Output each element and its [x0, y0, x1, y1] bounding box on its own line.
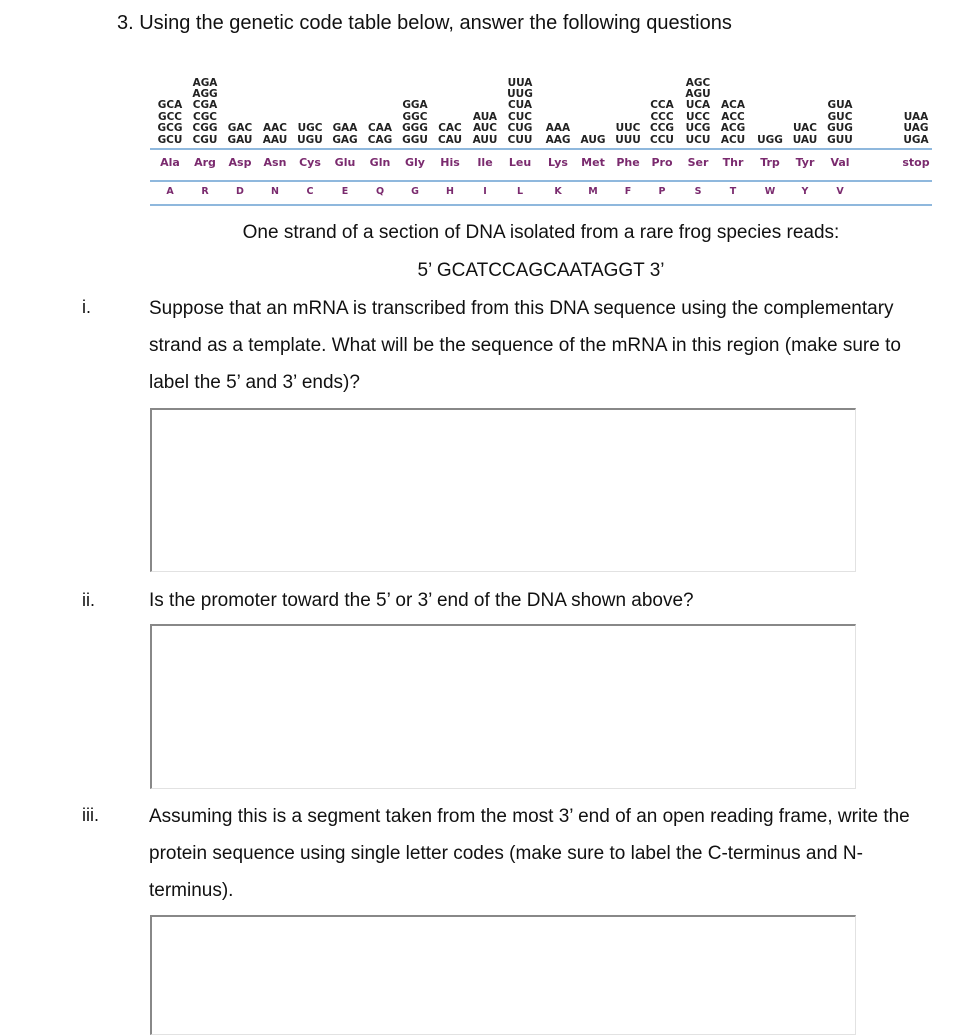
codon-column-stop [895, 112, 937, 146]
amino-acid-name-leu: Leu [508, 156, 532, 169]
amino-acid-name-gly: Gly [405, 156, 425, 169]
codon: GGU [402, 133, 428, 146]
amino-acid-name-thr: Thr [722, 156, 744, 169]
codon: CUG [507, 122, 533, 135]
amino-acid-name-pro: Pro [651, 156, 673, 169]
codon: GCG [157, 122, 183, 135]
part-iii-answer-box[interactable] [150, 915, 856, 1035]
codon: ACA [721, 99, 745, 112]
amino-acid-letter-q: Q [375, 186, 385, 197]
codon: CUU [507, 133, 533, 146]
part-ii-answer-box[interactable] [150, 624, 856, 789]
codon: CCG [649, 122, 675, 135]
codon: AGA [192, 76, 218, 89]
codon: GGG [402, 122, 428, 135]
codon: GAG [332, 133, 358, 146]
part-iii-question: Assuming this is a segment taken from the most 3’ end of an open reading frame, write the protein sequence using single letter codes (make sure to label the C-terminus and N-terminus). [149, 806, 910, 901]
codon: AGC [685, 76, 711, 89]
codon: GCU [157, 133, 183, 146]
codon: UUU [615, 133, 641, 146]
amino-acid-letter-t: T [729, 186, 737, 197]
codon: CGC [192, 110, 218, 123]
codon: AAA [545, 122, 571, 135]
amino-acid-name-asn: Asn [263, 156, 287, 169]
intro-text: One strand of a section of DNA isolated from a rare frog species reads: [242, 222, 840, 243]
codon: UGU [297, 133, 323, 146]
codon-column-thr [712, 100, 754, 146]
codon: AUU [472, 133, 498, 146]
codon: ACG [720, 122, 746, 135]
part-iii-numeral: iii. [82, 805, 99, 825]
amino-acid-name-ala: Ala [160, 156, 180, 169]
amino-acid-name-ser: Ser [687, 156, 709, 169]
codon: UAA [903, 110, 929, 123]
amino-acid-name-lys: Lys [548, 156, 568, 169]
amino-acid-name-trp: Trp [760, 156, 780, 169]
codon: GCC [157, 110, 183, 123]
codon: AAU [262, 133, 288, 146]
amino-acid-letter-i: I [483, 186, 487, 197]
codon: UUG [507, 87, 533, 100]
part-i-numeral: i. [82, 297, 91, 317]
codon: CAG [367, 133, 393, 146]
codon: GUA [827, 99, 853, 112]
part-i-question: Suppose that an mRNA is transcribed from this DNA sequence using the complementary strand as a template. What will be the sequence of the mRNA in this region (make sure to label the 5’ and 3’ ends)? [149, 298, 901, 393]
codon: GGC [402, 110, 428, 123]
codon: UAU [792, 133, 818, 146]
part-ii-question: Is the promoter toward the 5’ or 3’ end of the DNA shown above? [149, 590, 694, 611]
codon: UUC [615, 122, 641, 135]
codon: GAA [332, 122, 358, 135]
codon: AUC [472, 122, 498, 135]
amino-acid-letter-p: P [658, 186, 666, 197]
amino-acid-letter-r: R [201, 186, 209, 197]
codon: ACU [720, 133, 746, 146]
codon: CGG [192, 122, 218, 135]
codon: CAA [368, 122, 392, 135]
codon: UCA [685, 99, 711, 112]
codon: AUA [472, 110, 498, 123]
amino-acid-letter-g: G [411, 186, 419, 197]
amino-acid-letter-f: F [624, 186, 632, 197]
amino-acid-name-tyr: Tyr [795, 156, 815, 169]
amino-acid-name-met: Met [581, 156, 605, 169]
amino-acid-letter-v: V [836, 186, 844, 197]
amino-acid-letter-m: M [588, 186, 598, 197]
amino-acid-letter-e: E [341, 186, 349, 197]
codon: ACC [721, 110, 745, 123]
amino-acid-name-glu: Glu [334, 156, 356, 169]
amino-acid-name-his: His [440, 156, 460, 169]
codon: CGA [192, 99, 218, 112]
amino-acid-name-phe: Phe [616, 156, 640, 169]
amino-acid-name-val: Val [830, 156, 850, 169]
codon: CCA [650, 99, 674, 112]
amino-acid-letter-a: A [166, 186, 174, 197]
codon: CUC [508, 110, 532, 123]
codon: GUG [827, 122, 853, 135]
codon: AUG [580, 133, 606, 146]
amino-acid-letter-d: D [236, 186, 244, 197]
codon: AGU [685, 87, 711, 100]
codon: UCG [685, 122, 711, 135]
amino-acid-name-ile: Ile [477, 156, 493, 169]
codon: GCA [157, 99, 183, 112]
amino-acid-letter-l: L [516, 186, 524, 197]
amino-acid-name-asp: Asp [228, 156, 252, 169]
question-title: 3. Using the genetic code table below, answer the following questions [117, 12, 732, 34]
codon: CCU [650, 133, 674, 146]
codon: CGU [192, 133, 218, 146]
part-i-answer-box[interactable] [150, 408, 856, 572]
codon: AGG [192, 87, 218, 100]
genetic-code-table [150, 58, 932, 208]
amino-acid-name-arg: Arg [194, 156, 216, 169]
amino-acid-letter-k: K [554, 186, 562, 197]
codon-column-leu [499, 78, 541, 146]
codon: UGG [757, 133, 783, 146]
codon: GUU [827, 133, 853, 146]
codon: CAU [437, 133, 463, 146]
amino-acid-letter-n: N [271, 186, 279, 197]
codon: UCU [685, 133, 711, 146]
codon: GAU [227, 133, 253, 146]
codon: UCC [686, 110, 710, 123]
amino-acid-name-stop: stop [902, 156, 930, 169]
amino-acid-letter-c: C [306, 186, 314, 197]
part-ii-numeral: ii. [82, 590, 95, 610]
amino-acid-name-cys: Cys [299, 156, 321, 169]
codon-column-val [819, 100, 861, 146]
codon: UGC [297, 122, 323, 135]
amino-acid-letter-y: Y [801, 186, 809, 197]
codon: AAC [263, 122, 287, 135]
codon: GUC [827, 110, 853, 123]
amino-acid-letter-row [150, 180, 932, 206]
amino-acid-letter-h: H [446, 186, 454, 197]
dna-sequence: 5’ GCATCCAGCAATAGGT 3’ [417, 260, 665, 281]
codon: CUA [507, 99, 533, 112]
codon: AAG [545, 133, 571, 146]
amino-acid-letter-w: W [764, 186, 776, 197]
codon: GAC [227, 122, 253, 135]
codon: GGA [402, 99, 428, 112]
codon: UAC [792, 122, 818, 135]
amino-acid-letter-s: S [694, 186, 702, 197]
codon: CAC [438, 122, 462, 135]
codon: UAG [903, 122, 929, 135]
amino-acid-name-gln: Gln [369, 156, 391, 169]
codon: UUA [507, 76, 533, 89]
amino-acid-name-row [150, 148, 932, 182]
codon: CCC [650, 110, 674, 123]
codon: UGA [903, 133, 929, 146]
